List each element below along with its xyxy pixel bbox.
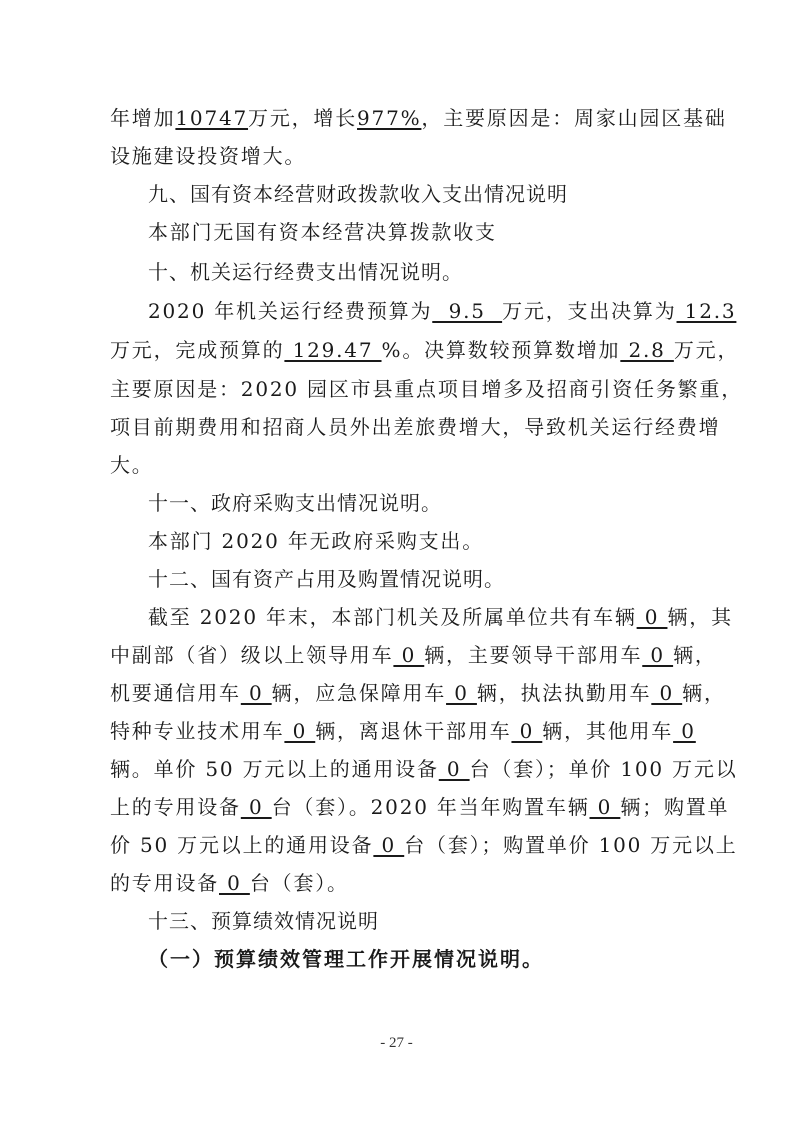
completion-rate: 129.47 (284, 338, 382, 362)
paragraph-line: 设施建设投资增大。 (110, 144, 307, 168)
text: 辆，其 (667, 605, 733, 629)
text: 台（套）；购置单价 100 万元以上 (404, 833, 738, 857)
text: 辆；购置单 (620, 795, 730, 819)
text: 截至 2020 年末，本部门机关及所属单位共有车辆 (148, 605, 637, 629)
text: 2020 年机关运行经费预算为 (148, 299, 433, 323)
text: 台（套）。 (249, 871, 349, 895)
section-heading-10: 十、机关运行经费支出情况说明。 (148, 260, 463, 284)
text: 辆，主要领导干部用车 (424, 643, 643, 667)
paragraph-line (110, 717, 710, 745)
special-equipment: 0 (240, 795, 272, 819)
general-equipment: 0 (438, 757, 470, 781)
paragraph-line: 大。 (110, 453, 154, 477)
text: 辆，其他用车 (542, 719, 674, 743)
text: 万元， (673, 338, 740, 362)
text: 中副部（省）级以上领导用车 (110, 643, 394, 667)
text: 上的专用设备 (110, 795, 241, 819)
text: 万元，增长 (248, 106, 358, 130)
retired-cars: 0 (511, 719, 543, 743)
text: 年增加 (110, 106, 176, 130)
text: 万元，支出决算为 (502, 299, 677, 323)
text: 辆，离退休干部用车 (315, 719, 512, 743)
section-11-body: 本部门 2020 年无政府采购支出。 (148, 529, 485, 553)
paragraph-line (148, 603, 733, 631)
text: 的专用设备 (110, 871, 219, 895)
section-heading-9: 九、国有资本经营财政拨款收入支出情况说明 (148, 182, 568, 206)
paragraph-line (110, 104, 727, 132)
paragraph-line (110, 793, 730, 821)
growth-percent: 977% (357, 106, 422, 130)
text: 辆。单价 50 万元以上的通用设备 (110, 757, 439, 781)
special-cars: 0 (284, 719, 316, 743)
text: 价 50 万元以上的通用设备 (110, 833, 374, 857)
other-cars: 0 (673, 719, 696, 743)
text: 辆， (682, 681, 726, 705)
paragraph-line (110, 831, 738, 859)
text: 特种专业技术用车 (110, 719, 285, 743)
comm-cars: 0 (240, 681, 272, 705)
paragraph-line (110, 869, 710, 897)
actual-value: 12.3 (676, 299, 737, 323)
paragraph-line (110, 755, 738, 783)
subsection-heading: （一）预算绩效管理工作开展情况说明。 (148, 947, 544, 971)
paragraph-line (148, 297, 737, 325)
text: 台（套）；单价 100 万元以 (469, 757, 738, 781)
law-cars: 0 (651, 681, 683, 705)
paragraph-line (110, 641, 717, 669)
page-number: - 27 - (380, 1035, 413, 1051)
section-heading-11: 十一、政府采购支出情况说明。 (148, 491, 442, 515)
section-9-body: 本部门无国有资本经营决算拨款收支 (148, 220, 497, 244)
leader-cars: 0 (393, 643, 425, 667)
paragraph-line: 项目前期费用和招商人员外出差旅费增大，导致机关运行经费增 (110, 415, 721, 439)
section-heading-13: 十三、预算绩效情况说明 (148, 909, 379, 933)
main-leader-cars: 0 (642, 643, 674, 667)
purchased-special-equipment: 0 (219, 871, 250, 895)
text: ，主要原因是：周家山园区基础 (421, 106, 727, 130)
text: 辆， (673, 643, 717, 667)
text: 机要通信用车 (110, 681, 241, 705)
emergency-cars: 0 (446, 681, 477, 705)
section-heading-12: 十二、国有资产占用及购置情况说明。 (148, 567, 505, 591)
paragraph-line (110, 336, 740, 364)
increase-value: 2.8 (620, 338, 674, 362)
vehicles-total: 0 (636, 605, 668, 629)
text: 辆，执法执勤用车 (476, 681, 652, 705)
text: 辆，应急保障用车 (271, 681, 447, 705)
purchased-general-equipment: 0 (373, 833, 405, 857)
increase-amount: 10747 (175, 106, 249, 130)
text: 万元，完成预算的 (110, 338, 285, 362)
paragraph-line (110, 679, 726, 707)
budget-value: 9.5 (432, 299, 503, 323)
purchased-vehicles: 0 (589, 795, 621, 819)
paragraph-line: 主要原因是：2020 园区市县重点项目增多及招商引资任务繁重， (110, 377, 744, 401)
text: 台（套）。2020 年当年购置车辆 (271, 795, 590, 819)
text: %。决算数较预算数增加 (381, 338, 621, 362)
